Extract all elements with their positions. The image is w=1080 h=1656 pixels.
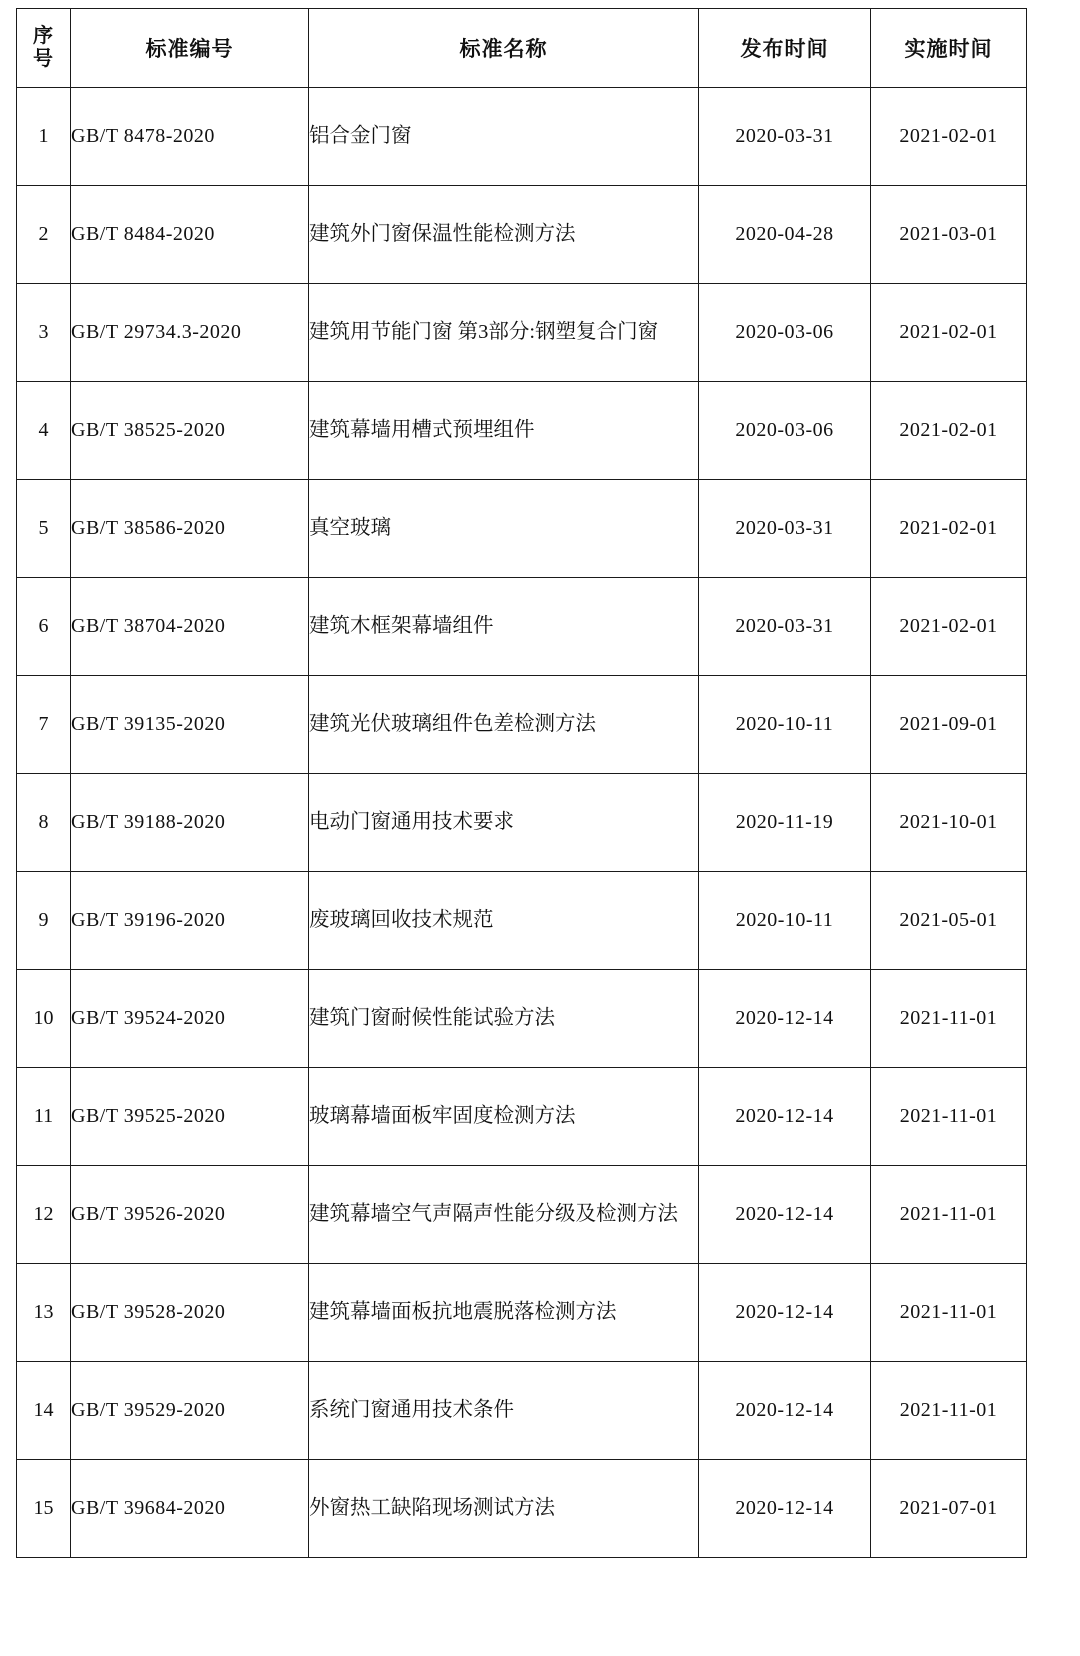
cell-standard-code: GB/T 38704-2020 bbox=[71, 578, 309, 676]
cell-standard-code: GB/T 39524-2020 bbox=[71, 970, 309, 1068]
cell-standard-name: 废玻璃回收技术规范 bbox=[309, 872, 699, 970]
cell-sequence: 6 bbox=[17, 578, 71, 676]
cell-implemented-date: 2021-11-01 bbox=[871, 1068, 1027, 1166]
table-row bbox=[17, 774, 1027, 872]
cell-standard-code: GB/T 39188-2020 bbox=[71, 774, 309, 872]
table-row bbox=[17, 1362, 1027, 1460]
cell-sequence: 8 bbox=[17, 774, 71, 872]
cell-implemented-date: 2021-05-01 bbox=[871, 872, 1027, 970]
column-header-sequence-line1: 序 bbox=[33, 25, 54, 47]
cell-standard-name: 外窗热工缺陷现场测试方法 bbox=[309, 1460, 699, 1558]
cell-standard-code: GB/T 39526-2020 bbox=[71, 1166, 309, 1264]
cell-standard-name: 建筑幕墙用槽式预埋组件 bbox=[309, 382, 699, 480]
cell-published-date: 2020-03-06 bbox=[699, 382, 871, 480]
column-header-standard-name: 标准名称 bbox=[309, 9, 699, 88]
cell-implemented-date: 2021-02-01 bbox=[871, 480, 1027, 578]
cell-sequence: 3 bbox=[17, 284, 71, 382]
cell-implemented-date: 2021-02-01 bbox=[871, 284, 1027, 382]
cell-standard-name: 电动门窗通用技术要求 bbox=[309, 774, 699, 872]
cell-standard-name: 建筑外门窗保温性能检测方法 bbox=[309, 186, 699, 284]
cell-sequence: 7 bbox=[17, 676, 71, 774]
cell-published-date: 2020-04-28 bbox=[699, 186, 871, 284]
cell-standard-code: GB/T 38525-2020 bbox=[71, 382, 309, 480]
cell-implemented-date: 2021-11-01 bbox=[871, 1362, 1027, 1460]
cell-published-date: 2020-10-11 bbox=[699, 676, 871, 774]
table-row bbox=[17, 578, 1027, 676]
table-row bbox=[17, 1166, 1027, 1264]
standards-table bbox=[16, 8, 1027, 1558]
cell-published-date: 2020-11-19 bbox=[699, 774, 871, 872]
table-header bbox=[17, 9, 1027, 88]
cell-published-date: 2020-03-06 bbox=[699, 284, 871, 382]
cell-implemented-date: 2021-09-01 bbox=[871, 676, 1027, 774]
cell-standard-name: 玻璃幕墙面板牢固度检测方法 bbox=[309, 1068, 699, 1166]
cell-sequence: 9 bbox=[17, 872, 71, 970]
cell-sequence: 10 bbox=[17, 970, 71, 1068]
cell-sequence: 5 bbox=[17, 480, 71, 578]
cell-implemented-date: 2021-03-01 bbox=[871, 186, 1027, 284]
cell-sequence: 15 bbox=[17, 1460, 71, 1558]
cell-published-date: 2020-12-14 bbox=[699, 1264, 871, 1362]
cell-sequence: 12 bbox=[17, 1166, 71, 1264]
cell-published-date: 2020-03-31 bbox=[699, 578, 871, 676]
table-header-row bbox=[17, 9, 1027, 88]
cell-standard-code: GB/T 39528-2020 bbox=[71, 1264, 309, 1362]
table-row bbox=[17, 382, 1027, 480]
column-header-implemented-date: 实施时间 bbox=[871, 9, 1027, 88]
cell-standard-code: GB/T 38586-2020 bbox=[71, 480, 309, 578]
cell-standard-name: 系统门窗通用技术条件 bbox=[309, 1362, 699, 1460]
cell-standard-code: GB/T 39684-2020 bbox=[71, 1460, 309, 1558]
table-row bbox=[17, 1264, 1027, 1362]
column-header-standard-code: 标准编号 bbox=[71, 9, 309, 88]
cell-standard-name: 建筑幕墙面板抗地震脱落检测方法 bbox=[309, 1264, 699, 1362]
cell-sequence: 4 bbox=[17, 382, 71, 480]
table-row bbox=[17, 88, 1027, 186]
table-body bbox=[17, 88, 1027, 1558]
cell-standard-name: 建筑木框架幕墙组件 bbox=[309, 578, 699, 676]
cell-standard-code: GB/T 29734.3-2020 bbox=[71, 284, 309, 382]
cell-published-date: 2020-03-31 bbox=[699, 480, 871, 578]
cell-standard-code: GB/T 39135-2020 bbox=[71, 676, 309, 774]
cell-sequence: 11 bbox=[17, 1068, 71, 1166]
cell-published-date: 2020-12-14 bbox=[699, 1460, 871, 1558]
table-row bbox=[17, 1460, 1027, 1558]
cell-standard-name: 真空玻璃 bbox=[309, 480, 699, 578]
cell-published-date: 2020-12-14 bbox=[699, 970, 871, 1068]
cell-published-date: 2020-03-31 bbox=[699, 88, 871, 186]
cell-implemented-date: 2021-02-01 bbox=[871, 382, 1027, 480]
table-row bbox=[17, 970, 1027, 1068]
table-row bbox=[17, 284, 1027, 382]
cell-standard-code: GB/T 39525-2020 bbox=[71, 1068, 309, 1166]
cell-standard-code: GB/T 8484-2020 bbox=[71, 186, 309, 284]
cell-standard-name: 建筑光伏玻璃组件色差检测方法 bbox=[309, 676, 699, 774]
table-row bbox=[17, 676, 1027, 774]
table-row bbox=[17, 186, 1027, 284]
cell-sequence: 2 bbox=[17, 186, 71, 284]
cell-standard-name: 铝合金门窗 bbox=[309, 88, 699, 186]
cell-published-date: 2020-12-14 bbox=[699, 1166, 871, 1264]
table-row bbox=[17, 480, 1027, 578]
cell-sequence: 14 bbox=[17, 1362, 71, 1460]
cell-standard-name: 建筑门窗耐候性能试验方法 bbox=[309, 970, 699, 1068]
cell-standard-code: GB/T 8478-2020 bbox=[71, 88, 309, 186]
cell-implemented-date: 2021-11-01 bbox=[871, 1166, 1027, 1264]
cell-implemented-date: 2021-11-01 bbox=[871, 1264, 1027, 1362]
table-row bbox=[17, 872, 1027, 970]
cell-standard-code: GB/T 39529-2020 bbox=[71, 1362, 309, 1460]
cell-published-date: 2020-12-14 bbox=[699, 1362, 871, 1460]
cell-standard-code: GB/T 39196-2020 bbox=[71, 872, 309, 970]
cell-implemented-date: 2021-11-01 bbox=[871, 970, 1027, 1068]
cell-published-date: 2020-10-11 bbox=[699, 872, 871, 970]
column-header-sequence bbox=[17, 9, 71, 88]
cell-implemented-date: 2021-10-01 bbox=[871, 774, 1027, 872]
cell-implemented-date: 2021-02-01 bbox=[871, 578, 1027, 676]
cell-published-date: 2020-12-14 bbox=[699, 1068, 871, 1166]
cell-implemented-date: 2021-02-01 bbox=[871, 88, 1027, 186]
cell-implemented-date: 2021-07-01 bbox=[871, 1460, 1027, 1558]
column-header-published-date: 发布时间 bbox=[699, 9, 871, 88]
cell-standard-name: 建筑幕墙空气声隔声性能分级及检测方法 bbox=[309, 1166, 699, 1264]
cell-sequence: 1 bbox=[17, 88, 71, 186]
table-row bbox=[17, 1068, 1027, 1166]
cell-sequence: 13 bbox=[17, 1264, 71, 1362]
cell-standard-name: 建筑用节能门窗 第3部分:钢塑复合门窗 bbox=[309, 284, 699, 382]
column-header-sequence-line2: 号 bbox=[33, 48, 54, 70]
